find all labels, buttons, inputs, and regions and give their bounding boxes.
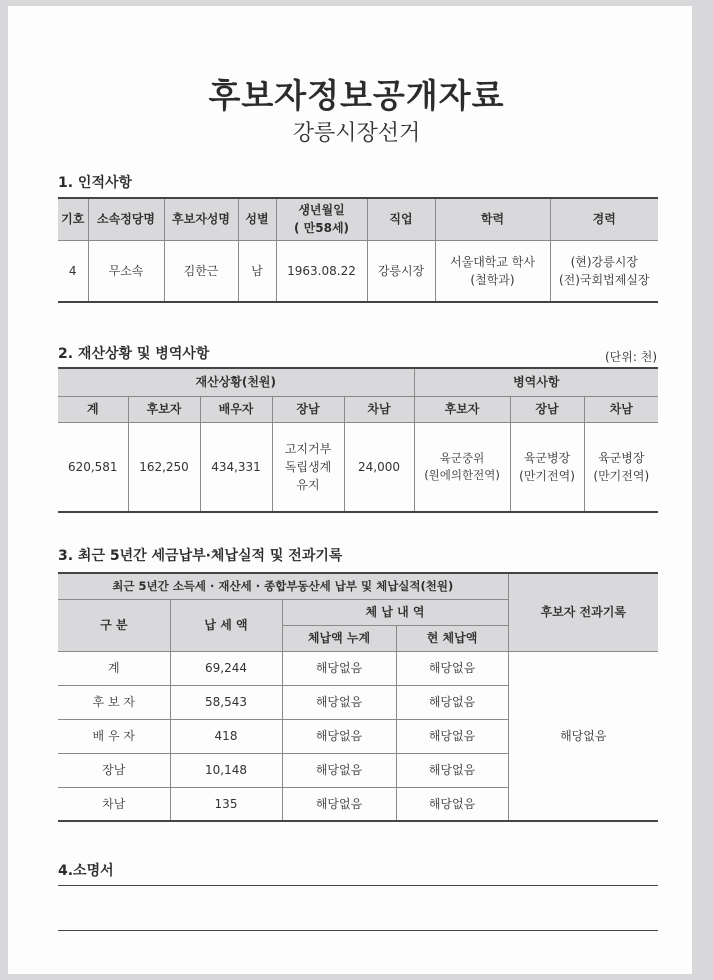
cell-education: 서울대학교 학사 (철학과) [435, 240, 550, 302]
header-mil-eldest-son: 장남 [510, 396, 584, 422]
cell-total: 620,581 [58, 422, 128, 512]
row-arrears-current: 해당없음 [396, 787, 508, 821]
cell-eldest-son-assets: 고지거부 독립생계 유지 [272, 422, 344, 512]
row-paid: 135 [170, 787, 282, 821]
row-arrears-total: 해당없음 [282, 685, 396, 719]
row-paid: 10,148 [170, 753, 282, 787]
header-tax-group: 최근 5년간 소득세 · 재산세 · 종합부동산세 납부 및 체납실적(천원) [58, 573, 508, 599]
cell-gender: 남 [238, 240, 276, 302]
section3-heading: 3. 최근 5년간 세금납부·체납실적 및 전과기록 [58, 548, 343, 564]
section4-heading: 4.소명서 [58, 863, 114, 879]
table-row [58, 240, 658, 302]
header-mil-candidate: 후보자 [414, 396, 510, 422]
cell-second-son-military: 육군병장 (만기전역) [584, 422, 658, 512]
section1-heading: 1. 인적사항 [58, 175, 133, 191]
row-label: 장남 [58, 753, 170, 787]
row-arrears-total: 해당없음 [282, 787, 396, 821]
header-gender: 성별 [238, 198, 276, 240]
header-arrears-total: 체납액 누계 [282, 625, 396, 651]
assets-military-table [58, 367, 658, 513]
header-mil-second-son: 차남 [584, 396, 658, 422]
header-total: 계 [58, 396, 128, 422]
header-arrears-current: 현 체납액 [396, 625, 508, 651]
cell-occupation: 강릉시장 [367, 240, 435, 302]
cell-party: 무소속 [88, 240, 164, 302]
row-label: 계 [58, 651, 170, 685]
cell-second-son-assets: 24,000 [344, 422, 414, 512]
header-education: 학력 [435, 198, 550, 240]
header-candidate: 후보자 [128, 396, 200, 422]
header-occupation: 직업 [367, 198, 435, 240]
header-party: 소속정당명 [88, 198, 164, 240]
row-paid: 58,543 [170, 685, 282, 719]
row-arrears-current: 해당없음 [396, 719, 508, 753]
header-tax-paid: 납 세 액 [170, 599, 282, 651]
unit-note: (단위: 천) [605, 350, 657, 364]
row-arrears-current: 해당없음 [396, 685, 508, 719]
cell-name: 김한근 [164, 240, 238, 302]
header-number: 기호 [58, 198, 88, 240]
header-arrears-group: 체 납 내 역 [282, 599, 508, 625]
header-criminal-record: 후보자 전과기록 [508, 573, 658, 651]
header-career: 경력 [550, 198, 658, 240]
header-spouse: 배우자 [200, 396, 272, 422]
row-arrears-total: 해당없음 [282, 753, 396, 787]
header-assets-group: 재산상황(천원) [58, 368, 414, 396]
cell-career: (현)강릉시장 (전)국회법제실장 [550, 240, 658, 302]
cell-candidate-military: 육군중위 (원에의한전역) [414, 422, 510, 512]
section2-heading: 2. 재산상황 및 병역사항 [58, 346, 210, 362]
row-label: 차남 [58, 787, 170, 821]
table-row [58, 422, 658, 512]
cell-number: 4 [58, 240, 88, 302]
header-military-group: 병역사항 [414, 368, 658, 396]
row-arrears-current: 해당없음 [396, 651, 508, 685]
divider [58, 885, 658, 886]
header-category: 구 분 [58, 599, 170, 651]
row-arrears-total: 해당없음 [282, 719, 396, 753]
row-label: 후 보 자 [58, 685, 170, 719]
row-arrears-current: 해당없음 [396, 753, 508, 787]
cell-birthdate: 1963.08.22 [276, 240, 367, 302]
cell-candidate-assets: 162,250 [128, 422, 200, 512]
table-row [58, 651, 658, 685]
tax-record-table [58, 572, 658, 822]
row-paid: 418 [170, 719, 282, 753]
row-arrears-total: 해당없음 [282, 651, 396, 685]
document-title: 후보자정보공개자료 [208, 76, 505, 115]
cell-spouse-assets: 434,331 [200, 422, 272, 512]
header-name: 후보자성명 [164, 198, 238, 240]
header-birthdate: 생년월일 ( 만58세) [276, 198, 367, 240]
cell-eldest-son-military: 육군병장 (만기전역) [510, 422, 584, 512]
row-label: 배 우 자 [58, 719, 170, 753]
header-second-son: 차남 [344, 396, 414, 422]
header-eldest-son: 장남 [272, 396, 344, 422]
personal-info-table [58, 197, 658, 303]
divider [58, 930, 658, 931]
document-subtitle: 강릉시장선거 [292, 121, 421, 146]
row-paid: 69,244 [170, 651, 282, 685]
cell-criminal-record: 해당없음 [508, 651, 658, 821]
